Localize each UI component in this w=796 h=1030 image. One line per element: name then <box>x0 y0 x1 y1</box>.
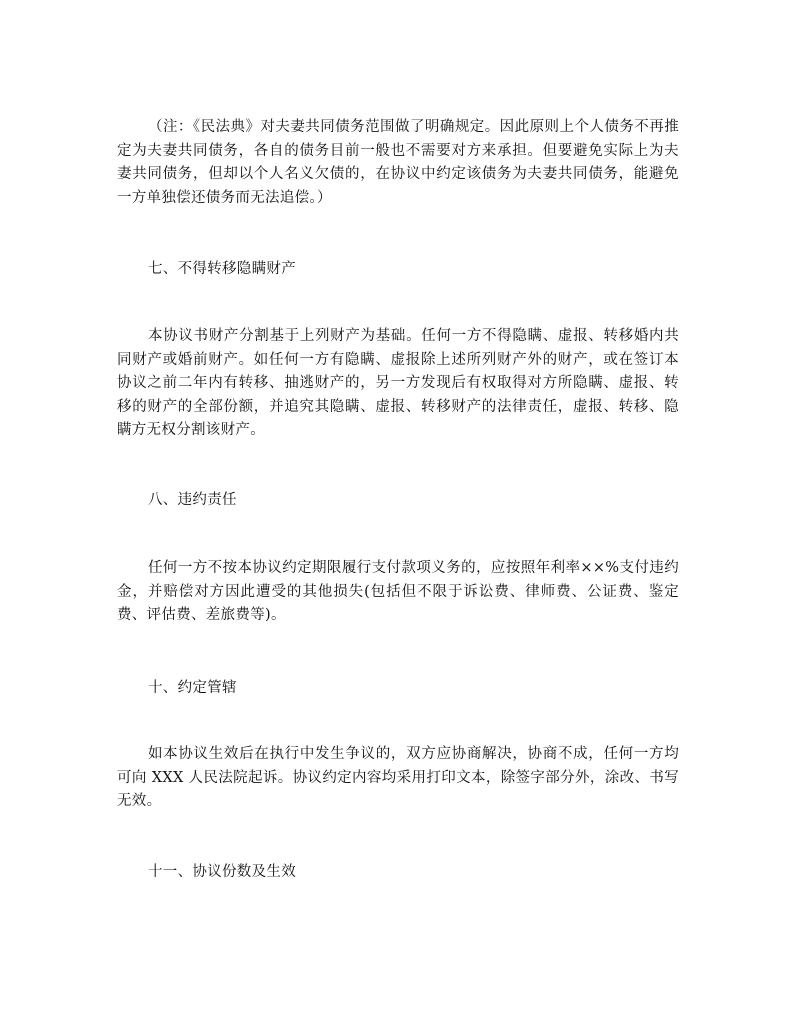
section-body-10: 如本协议生效后在执行中发生争议的，双方应协商解决，协商不成，任何一方均可向 XXX 人民法院起诉。协议约定内容均采用打印文本，除签字部分外，涂改、书写无效。 <box>117 746 679 809</box>
section-body-8: 任何一方不按本协议约定期限履行支付款项义务的，应按照年利率××%支付违约金，并赔偿对方因此遭受的其他损失(包括但不限于诉讼费、律师费、公证费、鉴定费、评估费、差旅费等)。 <box>117 560 679 623</box>
section-heading-7: 七、不得转移隐瞒财产 <box>148 261 296 277</box>
section-heading-8: 八、违约责任 <box>148 492 237 508</box>
section-heading-11: 十一、协议份数及生效 <box>148 864 296 880</box>
note-paragraph: （注：《民法典》对夫妻共同债务范围做了明确规定。因此原则上个人债务不再推定为夫妻共同债务，各自的债务目前一般也不需要对方来承担。但要避免实际上为夫妻共同债务，但却以个人名义欠债的，在协议中约定该债务为夫妻共同债务，能避免一方单独偿还债务而无法追偿。） <box>117 119 679 206</box>
section-heading-10: 十、约定管辖 <box>148 680 237 696</box>
section-body-7: 本协议书财产分割基于上列财产为基础。任何一方不得隐瞒、虚报、转移婚内共同财产或婚前财产。如任何一方有隐瞒、虚报除上述所列财产外的财产，或在签订本协议之前二年内有转移、抽逃财产的，另一方发现后有权取得对方所隐瞒、虚报、转移的财产的全部份额，并追究其隐瞒、虚报、转移财产的法律责任，虚报、转移、隐瞒方无权分割该财产。 <box>117 328 679 438</box>
